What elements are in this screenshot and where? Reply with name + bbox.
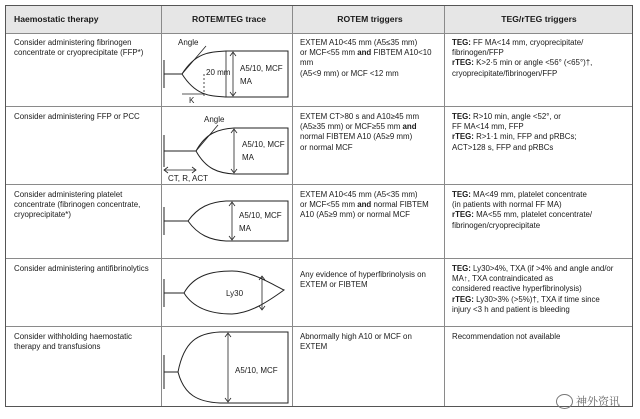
header-trace: ROTEM/TEG trace [191,14,267,24]
row3-trace [162,185,292,258]
col-divider [292,6,293,406]
row1-therapy: Consider administering fibrinogen concentrate or cryoprecipitate (FFP*) [14,38,144,58]
row-divider [6,258,632,259]
row4-teg: TEG: Ly30>4%, TXA (if >4% and angle and/or MA↑, TXA contraindicated as considered reactive hyperfibrinolysis) rTEG: Ly30>3% (>5%)†, TXA if time since injury <3 h and patient is bleeding [452,264,614,314]
row2-teg: TEG: R>10 min, angle <52°, or FF MA<14 mm, FFP rTEG: R>1·1 min, FFP and pRBCs; ACT>128 s, FFP and pRBCs [452,112,577,152]
row4-ly-label: Ly30 [226,289,244,298]
row3-rotem: EXTEM A10<45 mm (A5<35 mm) or MCF<55 mm and normal FIBTEM A10 (A5≥9 mm) or normal MCF [300,190,429,220]
row5-therapy: Consider withholding haemostatic therapy and transfusions [14,332,132,352]
row1-k-label: K [189,96,195,105]
row1-rotem: EXTEM A10<45 mm (A5≤35 mm) or MCF<55 mm and FIBTEM A10<10 mm (A5<9 mm) or MCF <12 mm [300,38,432,78]
row3-ma-label: MA [239,224,251,233]
row2-trace [162,107,292,184]
watermark [556,393,620,410]
row1-trace [162,34,292,106]
row5-teg: Recommendation not available [452,332,561,341]
row5-trace [162,327,292,407]
header-teg: TEG/rTEG triggers [501,14,577,24]
row3-a5-label: A5/10, MCF [239,211,282,220]
row1-angle-label: Angle [178,38,199,47]
header-therapy: Haemostatic therapy [14,14,99,24]
row2-ct-label: CT, R, ACT [168,174,209,183]
row1-teg: TEG: FF MA<14 mm, cryoprecipitate/ fibrinogen/FFP rTEG: K>2·5 min or angle <56° (<65°)†, cryoprecipitate/fibrinogen/FFP [452,38,593,78]
row2-rotem: EXTEM CT>80 s and A10≥45 mm (A5≥35 mm) or MCF≥55 mm and normal FIBTEM A10 (A5≥9 mm) or normal MCF [300,112,420,152]
row2-angle-label: Angle [204,115,225,124]
row-divider [6,326,632,327]
row3-therapy: Consider administering platelet concentrate (fibrinogen concentrate, cryoprecipitate*) [14,190,141,220]
row4-trace [162,259,292,326]
row2-therapy: Consider administering FFP or PCC [14,112,140,121]
row4-therapy: Consider administering antifibrinolytics [14,264,149,273]
header-rotem: ROTEM triggers [337,14,403,24]
row1-mm-label: 20 mm [206,68,231,77]
row5-rotem: Abnormally high A10 or MCF on EXTEM [300,332,412,352]
row2-ma-label: MA [242,153,254,162]
row2-a5-label: A5/10, MCF [242,140,285,149]
row3-teg: TEG: MA<49 mm, platelet concentrate (in patients with normal FF MA) rTEG: MA<55 mm, platelet concentrate/ fibrinogen/cryoprecipitate [452,190,593,230]
wechat-icon [556,394,573,409]
row1-a5-label: A5/10, MCF [240,64,283,73]
row4-rotem: Any evidence of hyperfibrinolysis on EXTEM or FIBTEM [300,270,426,290]
row-divider [6,106,632,107]
haemostatic-therapy-table [5,5,633,407]
col-divider [444,6,445,406]
row-divider [6,33,632,34]
row-divider [6,184,632,185]
row5-a5-label: A5/10, MCF [235,366,278,375]
watermark-text: 神外资讯 [576,394,620,408]
row1-ma-label: MA [240,77,252,86]
